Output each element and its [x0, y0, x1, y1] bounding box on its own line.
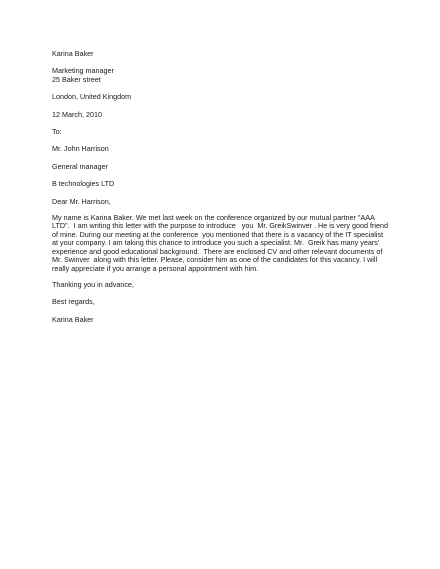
body-line: at your company. I am taking this chance to introduce you such a specialist. Mr. Greik has many years' — [52, 238, 380, 248]
body-line: My name is Karina Baker. We met last week on the conference organized by our mutual partner "AAA — [52, 213, 375, 223]
letter-body — [52, 50, 392, 324]
sender-title: Marketing manager — [52, 66, 114, 76]
recipient-name: Mr. John Harrison — [52, 144, 109, 154]
body-line: LTD". I am writing this letter with the purpose to introduce you Mr. GreikSwinver . He is very good friend — [52, 221, 388, 231]
recipient-title: General manager — [52, 161, 108, 171]
closing-line: Best regards, — [52, 297, 95, 307]
body-line: really appreciate if you arrange a personal appointment with him. — [52, 263, 259, 273]
sender-city: London, United Kingdom — [52, 92, 132, 102]
sender-street: 25 Baker street — [52, 74, 101, 84]
body-line: Mr. Swinver along with this letter. Please, consider him as one of the candidates for this vacancy. I will — [52, 255, 378, 265]
recipient-company: B technologies LTD — [52, 179, 115, 189]
salutation: Dear Mr. Harrison, — [52, 196, 111, 206]
thanks-line: Thanking you in advance, — [52, 279, 134, 289]
signature: Karina Baker — [52, 314, 94, 324]
body-paragraph — [52, 214, 392, 273]
body-line: of mine. During our meeting at the conference you mentioned that there is a vacancy of the IT specialist — [52, 229, 384, 239]
to-label: To: — [52, 127, 62, 137]
sender-name: Karina Baker — [52, 49, 94, 58]
letter-date: 12 March, 2010 — [52, 109, 102, 119]
body-line: experience and good educational background. There are enclosed CV and other relevant documents of — [52, 246, 383, 256]
